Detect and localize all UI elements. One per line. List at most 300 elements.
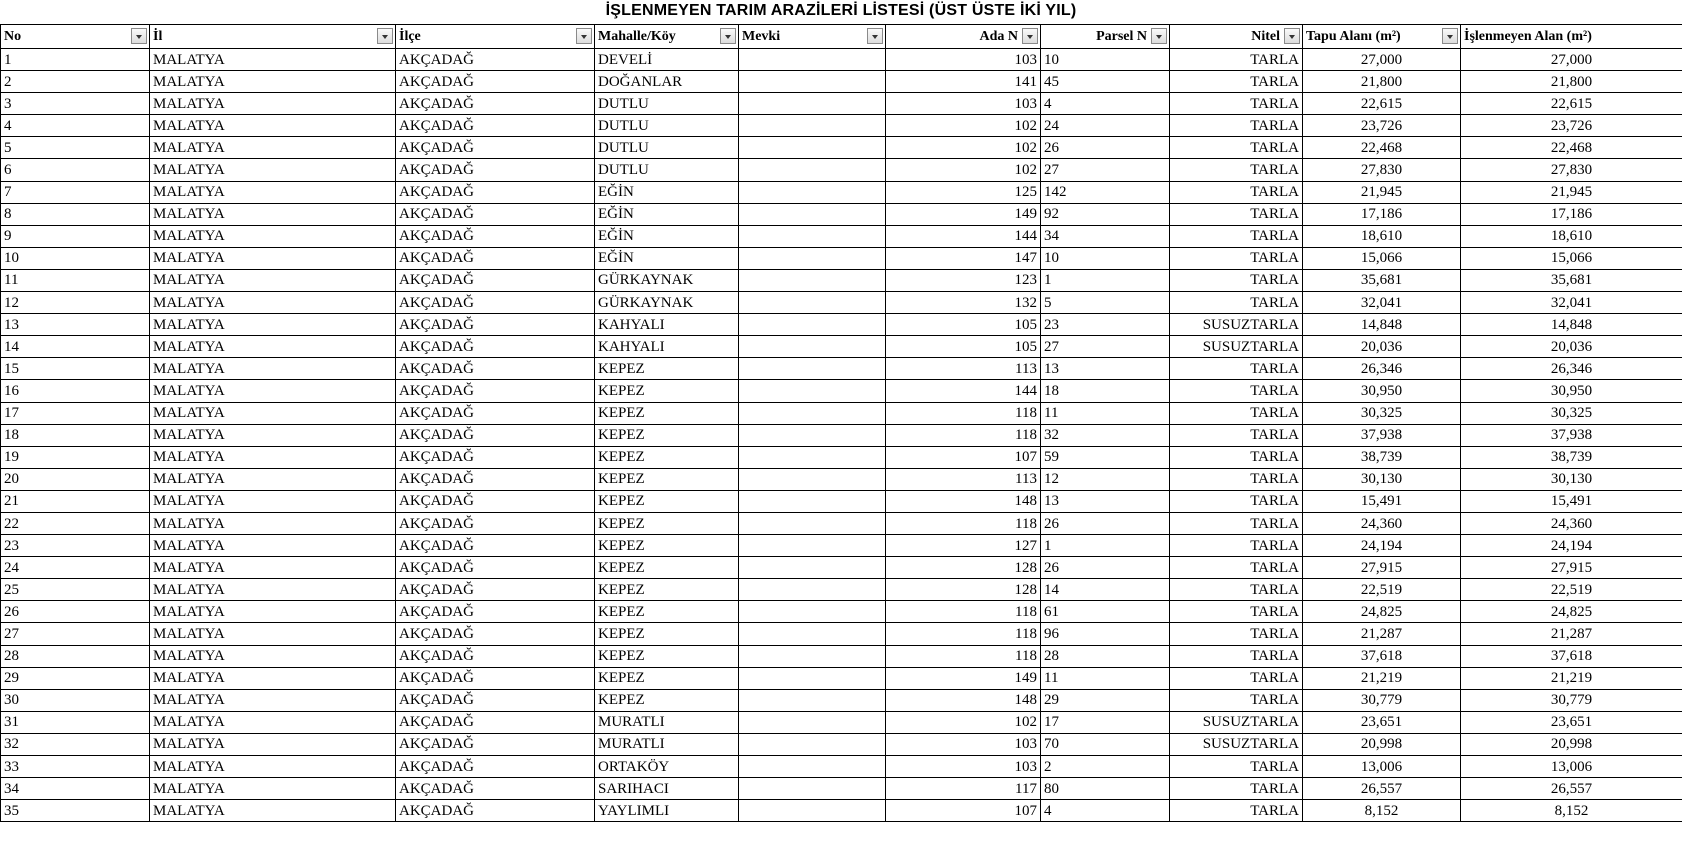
cell-no[interactable]: 26 xyxy=(1,601,150,623)
cell-nitelik[interactable]: SUSUZTARLA xyxy=(1170,314,1303,336)
cell-ilce[interactable]: AKÇADAĞ xyxy=(396,557,595,579)
cell-parsel[interactable]: 13 xyxy=(1041,490,1170,512)
cell-mevki[interactable] xyxy=(739,203,886,225)
cell-ada[interactable]: 148 xyxy=(886,689,1041,711)
cell-no[interactable]: 34 xyxy=(1,778,150,800)
cell-il[interactable]: MALATYA xyxy=(150,446,396,468)
cell-islenmeyen-alan[interactable]: 38,739 xyxy=(1461,446,1682,468)
cell-tapu-alani[interactable]: 13,006 xyxy=(1303,756,1461,778)
cell-ilce[interactable]: AKÇADAĞ xyxy=(396,269,595,291)
cell-islenmeyen-alan[interactable]: 37,938 xyxy=(1461,424,1682,446)
cell-nitelik[interactable]: TARLA xyxy=(1170,93,1303,115)
cell-mahalle[interactable]: ORTAKÖY xyxy=(595,756,739,778)
cell-ilce[interactable]: AKÇADAĞ xyxy=(396,159,595,181)
cell-mahalle[interactable]: KEPEZ xyxy=(595,380,739,402)
cell-mahalle[interactable]: DOĞANLAR xyxy=(595,71,739,93)
cell-il[interactable]: MALATYA xyxy=(150,380,396,402)
cell-ilce[interactable]: AKÇADAĞ xyxy=(396,800,595,822)
cell-mahalle[interactable]: EĞİN xyxy=(595,247,739,269)
cell-ada[interactable]: 125 xyxy=(886,181,1041,203)
cell-ada[interactable]: 144 xyxy=(886,225,1041,247)
cell-mahalle[interactable]: KEPEZ xyxy=(595,512,739,534)
cell-mahalle[interactable]: KAHYALI xyxy=(595,336,739,358)
cell-parsel[interactable]: 26 xyxy=(1041,137,1170,159)
cell-ilce[interactable]: AKÇADAĞ xyxy=(396,446,595,468)
cell-il[interactable]: MALATYA xyxy=(150,535,396,557)
filter-dropdown-icon[interactable] xyxy=(377,28,393,44)
cell-nitelik[interactable]: TARLA xyxy=(1170,402,1303,424)
filter-dropdown-icon[interactable] xyxy=(1284,28,1300,44)
cell-ada[interactable]: 105 xyxy=(886,314,1041,336)
cell-no[interactable]: 19 xyxy=(1,446,150,468)
cell-ada[interactable]: 102 xyxy=(886,711,1041,733)
cell-parsel[interactable]: 14 xyxy=(1041,579,1170,601)
cell-no[interactable]: 6 xyxy=(1,159,150,181)
cell-tapu-alani[interactable]: 27,000 xyxy=(1303,49,1461,71)
cell-il[interactable]: MALATYA xyxy=(150,203,396,225)
cell-islenmeyen-alan[interactable]: 21,287 xyxy=(1461,623,1682,645)
cell-il[interactable]: MALATYA xyxy=(150,93,396,115)
cell-il[interactable]: MALATYA xyxy=(150,159,396,181)
cell-tapu-alani[interactable]: 30,325 xyxy=(1303,402,1461,424)
cell-ada[interactable]: 128 xyxy=(886,579,1041,601)
cell-ada[interactable]: 102 xyxy=(886,115,1041,137)
cell-no[interactable]: 27 xyxy=(1,623,150,645)
cell-nitelik[interactable]: TARLA xyxy=(1170,159,1303,181)
cell-tapu-alani[interactable]: 30,779 xyxy=(1303,689,1461,711)
cell-tapu-alani[interactable]: 20,998 xyxy=(1303,733,1461,755)
cell-no[interactable]: 5 xyxy=(1,137,150,159)
cell-mevki[interactable] xyxy=(739,247,886,269)
cell-mevki[interactable] xyxy=(739,535,886,557)
cell-ada[interactable]: 107 xyxy=(886,446,1041,468)
cell-no[interactable]: 1 xyxy=(1,49,150,71)
cell-il[interactable]: MALATYA xyxy=(150,402,396,424)
cell-ilce[interactable]: AKÇADAĞ xyxy=(396,623,595,645)
cell-tapu-alani[interactable]: 24,360 xyxy=(1303,512,1461,534)
cell-parsel[interactable]: 32 xyxy=(1041,424,1170,446)
cell-islenmeyen-alan[interactable]: 22,519 xyxy=(1461,579,1682,601)
cell-ilce[interactable]: AKÇADAĞ xyxy=(396,733,595,755)
cell-ilce[interactable]: AKÇADAĞ xyxy=(396,512,595,534)
cell-islenmeyen-alan[interactable]: 27,830 xyxy=(1461,159,1682,181)
cell-parsel[interactable]: 13 xyxy=(1041,358,1170,380)
cell-parsel[interactable]: 45 xyxy=(1041,71,1170,93)
cell-mevki[interactable] xyxy=(739,579,886,601)
cell-parsel[interactable]: 34 xyxy=(1041,225,1170,247)
cell-ilce[interactable]: AKÇADAĞ xyxy=(396,535,595,557)
cell-parsel[interactable]: 18 xyxy=(1041,380,1170,402)
cell-tapu-alani[interactable]: 21,800 xyxy=(1303,71,1461,93)
cell-mevki[interactable] xyxy=(739,115,886,137)
cell-parsel[interactable]: 61 xyxy=(1041,601,1170,623)
cell-mahalle[interactable]: DEVELİ xyxy=(595,49,739,71)
cell-tapu-alani[interactable]: 38,739 xyxy=(1303,446,1461,468)
cell-il[interactable]: MALATYA xyxy=(150,778,396,800)
cell-nitelik[interactable]: TARLA xyxy=(1170,292,1303,314)
cell-ilce[interactable]: AKÇADAĞ xyxy=(396,778,595,800)
cell-islenmeyen-alan[interactable]: 23,651 xyxy=(1461,711,1682,733)
cell-tapu-alani[interactable]: 24,825 xyxy=(1303,601,1461,623)
cell-no[interactable]: 30 xyxy=(1,689,150,711)
cell-ada[interactable]: 118 xyxy=(886,601,1041,623)
cell-mahalle[interactable]: KEPEZ xyxy=(595,535,739,557)
cell-islenmeyen-alan[interactable]: 24,194 xyxy=(1461,535,1682,557)
cell-ilce[interactable]: AKÇADAĞ xyxy=(396,601,595,623)
cell-ada[interactable]: 103 xyxy=(886,756,1041,778)
cell-parsel[interactable]: 80 xyxy=(1041,778,1170,800)
cell-islenmeyen-alan[interactable]: 27,000 xyxy=(1461,49,1682,71)
cell-islenmeyen-alan[interactable]: 15,066 xyxy=(1461,247,1682,269)
cell-mevki[interactable] xyxy=(739,380,886,402)
filter-dropdown-icon[interactable] xyxy=(1442,28,1458,44)
cell-no[interactable]: 4 xyxy=(1,115,150,137)
cell-ilce[interactable]: AKÇADAĞ xyxy=(396,181,595,203)
cell-ada[interactable]: 144 xyxy=(886,380,1041,402)
cell-no[interactable]: 25 xyxy=(1,579,150,601)
cell-no[interactable]: 15 xyxy=(1,358,150,380)
cell-tapu-alani[interactable]: 23,651 xyxy=(1303,711,1461,733)
cell-ada[interactable]: 117 xyxy=(886,778,1041,800)
cell-tapu-alani[interactable]: 30,130 xyxy=(1303,468,1461,490)
cell-mevki[interactable] xyxy=(739,756,886,778)
cell-ilce[interactable]: AKÇADAĞ xyxy=(396,579,595,601)
cell-islenmeyen-alan[interactable]: 18,610 xyxy=(1461,225,1682,247)
cell-il[interactable]: MALATYA xyxy=(150,49,396,71)
filter-dropdown-icon[interactable] xyxy=(867,28,883,44)
cell-no[interactable]: 18 xyxy=(1,424,150,446)
cell-mahalle[interactable]: KEPEZ xyxy=(595,358,739,380)
cell-mahalle[interactable]: DUTLU xyxy=(595,115,739,137)
cell-nitelik[interactable]: TARLA xyxy=(1170,468,1303,490)
cell-mahalle[interactable]: KEPEZ xyxy=(595,667,739,689)
cell-ada[interactable]: 141 xyxy=(886,71,1041,93)
cell-ada[interactable]: 113 xyxy=(886,468,1041,490)
cell-mevki[interactable] xyxy=(739,557,886,579)
cell-ada[interactable]: 105 xyxy=(886,336,1041,358)
cell-mahalle[interactable]: EĞİN xyxy=(595,203,739,225)
cell-mevki[interactable] xyxy=(739,778,886,800)
cell-mevki[interactable] xyxy=(739,711,886,733)
cell-ilce[interactable]: AKÇADAĞ xyxy=(396,689,595,711)
cell-parsel[interactable]: 29 xyxy=(1041,689,1170,711)
cell-parsel[interactable]: 96 xyxy=(1041,623,1170,645)
cell-il[interactable]: MALATYA xyxy=(150,623,396,645)
cell-nitelik[interactable]: TARLA xyxy=(1170,115,1303,137)
cell-islenmeyen-alan[interactable]: 21,800 xyxy=(1461,71,1682,93)
cell-il[interactable]: MALATYA xyxy=(150,269,396,291)
cell-parsel[interactable]: 1 xyxy=(1041,535,1170,557)
filter-dropdown-icon[interactable] xyxy=(720,28,736,44)
cell-nitelik[interactable]: TARLA xyxy=(1170,645,1303,667)
cell-islenmeyen-alan[interactable]: 27,915 xyxy=(1461,557,1682,579)
cell-mahalle[interactable]: GÜRKAYNAK xyxy=(595,269,739,291)
cell-parsel[interactable]: 1 xyxy=(1041,269,1170,291)
cell-nitelik[interactable]: TARLA xyxy=(1170,623,1303,645)
cell-ada[interactable]: 113 xyxy=(886,358,1041,380)
cell-tapu-alani[interactable]: 21,945 xyxy=(1303,181,1461,203)
cell-mahalle[interactable]: DUTLU xyxy=(595,137,739,159)
cell-nitelik[interactable]: TARLA xyxy=(1170,778,1303,800)
cell-islenmeyen-alan[interactable]: 32,041 xyxy=(1461,292,1682,314)
cell-mevki[interactable] xyxy=(739,181,886,203)
cell-islenmeyen-alan[interactable]: 30,779 xyxy=(1461,689,1682,711)
cell-ilce[interactable]: AKÇADAĞ xyxy=(396,402,595,424)
cell-mevki[interactable] xyxy=(739,314,886,336)
cell-parsel[interactable]: 12 xyxy=(1041,468,1170,490)
cell-nitelik[interactable]: TARLA xyxy=(1170,269,1303,291)
cell-il[interactable]: MALATYA xyxy=(150,512,396,534)
cell-il[interactable]: MALATYA xyxy=(150,468,396,490)
cell-ada[interactable]: 118 xyxy=(886,623,1041,645)
cell-islenmeyen-alan[interactable]: 20,998 xyxy=(1461,733,1682,755)
cell-islenmeyen-alan[interactable]: 8,152 xyxy=(1461,800,1682,822)
cell-islenmeyen-alan[interactable]: 20,036 xyxy=(1461,336,1682,358)
cell-nitelik[interactable]: TARLA xyxy=(1170,247,1303,269)
cell-mahalle[interactable]: KEPEZ xyxy=(595,402,739,424)
cell-ilce[interactable]: AKÇADAĞ xyxy=(396,756,595,778)
cell-tapu-alani[interactable]: 37,618 xyxy=(1303,645,1461,667)
cell-ilce[interactable]: AKÇADAĞ xyxy=(396,468,595,490)
cell-nitelik[interactable]: TARLA xyxy=(1170,601,1303,623)
cell-tapu-alani[interactable]: 22,615 xyxy=(1303,93,1461,115)
cell-mevki[interactable] xyxy=(739,269,886,291)
cell-nitelik[interactable]: TARLA xyxy=(1170,380,1303,402)
cell-mevki[interactable] xyxy=(739,292,886,314)
cell-parsel[interactable]: 2 xyxy=(1041,756,1170,778)
cell-nitelik[interactable]: TARLA xyxy=(1170,800,1303,822)
cell-nitelik[interactable]: TARLA xyxy=(1170,71,1303,93)
cell-il[interactable]: MALATYA xyxy=(150,181,396,203)
cell-ada[interactable]: 118 xyxy=(886,402,1041,424)
cell-islenmeyen-alan[interactable]: 24,360 xyxy=(1461,512,1682,534)
cell-no[interactable]: 8 xyxy=(1,203,150,225)
filter-dropdown-icon[interactable] xyxy=(1151,28,1167,44)
cell-mevki[interactable] xyxy=(739,137,886,159)
cell-parsel[interactable]: 4 xyxy=(1041,800,1170,822)
cell-il[interactable]: MALATYA xyxy=(150,137,396,159)
cell-mevki[interactable] xyxy=(739,402,886,424)
cell-ada[interactable]: 127 xyxy=(886,535,1041,557)
cell-mevki[interactable] xyxy=(739,93,886,115)
cell-ada[interactable]: 102 xyxy=(886,159,1041,181)
cell-ilce[interactable]: AKÇADAĞ xyxy=(396,667,595,689)
cell-il[interactable]: MALATYA xyxy=(150,115,396,137)
cell-islenmeyen-alan[interactable]: 26,346 xyxy=(1461,358,1682,380)
cell-parsel[interactable]: 11 xyxy=(1041,667,1170,689)
cell-ilce[interactable]: AKÇADAĞ xyxy=(396,380,595,402)
cell-ada[interactable]: 128 xyxy=(886,557,1041,579)
cell-tapu-alani[interactable]: 8,152 xyxy=(1303,800,1461,822)
cell-il[interactable]: MALATYA xyxy=(150,800,396,822)
cell-nitelik[interactable]: TARLA xyxy=(1170,225,1303,247)
cell-parsel[interactable]: 4 xyxy=(1041,93,1170,115)
cell-no[interactable]: 17 xyxy=(1,402,150,424)
cell-no[interactable]: 28 xyxy=(1,645,150,667)
cell-ada[interactable]: 132 xyxy=(886,292,1041,314)
cell-parsel[interactable]: 27 xyxy=(1041,159,1170,181)
cell-tapu-alani[interactable]: 15,491 xyxy=(1303,490,1461,512)
cell-ada[interactable]: 149 xyxy=(886,667,1041,689)
cell-mevki[interactable] xyxy=(739,490,886,512)
cell-islenmeyen-alan[interactable]: 22,468 xyxy=(1461,137,1682,159)
cell-mahalle[interactable]: SARIHACI xyxy=(595,778,739,800)
cell-tapu-alani[interactable]: 14,848 xyxy=(1303,314,1461,336)
cell-tapu-alani[interactable]: 26,346 xyxy=(1303,358,1461,380)
cell-il[interactable]: MALATYA xyxy=(150,71,396,93)
cell-no[interactable]: 9 xyxy=(1,225,150,247)
cell-ada[interactable]: 118 xyxy=(886,512,1041,534)
cell-nitelik[interactable]: TARLA xyxy=(1170,490,1303,512)
filter-dropdown-icon[interactable] xyxy=(1022,28,1038,44)
cell-nitelik[interactable]: SUSUZTARLA xyxy=(1170,336,1303,358)
cell-ilce[interactable]: AKÇADAĞ xyxy=(396,115,595,137)
cell-ilce[interactable]: AKÇADAĞ xyxy=(396,292,595,314)
cell-ada[interactable]: 149 xyxy=(886,203,1041,225)
cell-no[interactable]: 29 xyxy=(1,667,150,689)
cell-ada[interactable]: 147 xyxy=(886,247,1041,269)
cell-mevki[interactable] xyxy=(739,446,886,468)
cell-mahalle[interactable]: KEPEZ xyxy=(595,623,739,645)
cell-ada[interactable]: 123 xyxy=(886,269,1041,291)
cell-no[interactable]: 10 xyxy=(1,247,150,269)
cell-mevki[interactable] xyxy=(739,800,886,822)
cell-mahalle[interactable]: KEPEZ xyxy=(595,446,739,468)
cell-ada[interactable]: 107 xyxy=(886,800,1041,822)
cell-islenmeyen-alan[interactable]: 15,491 xyxy=(1461,490,1682,512)
cell-tapu-alani[interactable]: 22,468 xyxy=(1303,137,1461,159)
cell-tapu-alani[interactable]: 35,681 xyxy=(1303,269,1461,291)
cell-ilce[interactable]: AKÇADAĞ xyxy=(396,49,595,71)
cell-tapu-alani[interactable]: 22,519 xyxy=(1303,579,1461,601)
cell-no[interactable]: 21 xyxy=(1,490,150,512)
cell-ilce[interactable]: AKÇADAĞ xyxy=(396,424,595,446)
cell-ada[interactable]: 102 xyxy=(886,137,1041,159)
cell-nitelik[interactable]: TARLA xyxy=(1170,512,1303,534)
cell-tapu-alani[interactable]: 20,036 xyxy=(1303,336,1461,358)
cell-no[interactable]: 32 xyxy=(1,733,150,755)
cell-il[interactable]: MALATYA xyxy=(150,490,396,512)
cell-mevki[interactable] xyxy=(739,733,886,755)
cell-islenmeyen-alan[interactable]: 21,945 xyxy=(1461,181,1682,203)
cell-tapu-alani[interactable]: 27,830 xyxy=(1303,159,1461,181)
cell-islenmeyen-alan[interactable]: 14,848 xyxy=(1461,314,1682,336)
cell-ilce[interactable]: AKÇADAĞ xyxy=(396,93,595,115)
cell-il[interactable]: MALATYA xyxy=(150,711,396,733)
cell-mevki[interactable] xyxy=(739,424,886,446)
cell-ilce[interactable]: AKÇADAĞ xyxy=(396,247,595,269)
cell-il[interactable]: MALATYA xyxy=(150,336,396,358)
cell-mevki[interactable] xyxy=(739,689,886,711)
cell-parsel[interactable]: 24 xyxy=(1041,115,1170,137)
cell-nitelik[interactable]: TARLA xyxy=(1170,358,1303,380)
cell-islenmeyen-alan[interactable]: 21,219 xyxy=(1461,667,1682,689)
cell-tapu-alani[interactable]: 21,219 xyxy=(1303,667,1461,689)
cell-no[interactable]: 24 xyxy=(1,557,150,579)
cell-parsel[interactable]: 92 xyxy=(1041,203,1170,225)
filter-dropdown-icon[interactable] xyxy=(576,28,592,44)
cell-islenmeyen-alan[interactable]: 30,325 xyxy=(1461,402,1682,424)
cell-nitelik[interactable]: TARLA xyxy=(1170,557,1303,579)
cell-tapu-alani[interactable]: 27,915 xyxy=(1303,557,1461,579)
cell-tapu-alani[interactable]: 37,938 xyxy=(1303,424,1461,446)
cell-il[interactable]: MALATYA xyxy=(150,314,396,336)
cell-il[interactable]: MALATYA xyxy=(150,292,396,314)
cell-islenmeyen-alan[interactable]: 22,615 xyxy=(1461,93,1682,115)
cell-nitelik[interactable]: TARLA xyxy=(1170,535,1303,557)
cell-no[interactable]: 35 xyxy=(1,800,150,822)
cell-no[interactable]: 12 xyxy=(1,292,150,314)
cell-il[interactable]: MALATYA xyxy=(150,733,396,755)
cell-ilce[interactable]: AKÇADAĞ xyxy=(396,203,595,225)
cell-mahalle[interactable]: KEPEZ xyxy=(595,601,739,623)
cell-parsel[interactable]: 5 xyxy=(1041,292,1170,314)
cell-mevki[interactable] xyxy=(739,336,886,358)
cell-nitelik[interactable]: TARLA xyxy=(1170,756,1303,778)
cell-mevki[interactable] xyxy=(739,667,886,689)
cell-parsel[interactable]: 17 xyxy=(1041,711,1170,733)
cell-tapu-alani[interactable]: 21,287 xyxy=(1303,623,1461,645)
cell-no[interactable]: 13 xyxy=(1,314,150,336)
cell-nitelik[interactable]: TARLA xyxy=(1170,689,1303,711)
cell-nitelik[interactable]: TARLA xyxy=(1170,49,1303,71)
cell-tapu-alani[interactable]: 30,950 xyxy=(1303,380,1461,402)
cell-ilce[interactable]: AKÇADAĞ xyxy=(396,490,595,512)
cell-parsel[interactable]: 27 xyxy=(1041,336,1170,358)
cell-parsel[interactable]: 26 xyxy=(1041,557,1170,579)
cell-tapu-alani[interactable]: 17,186 xyxy=(1303,203,1461,225)
filter-dropdown-icon[interactable] xyxy=(131,28,147,44)
cell-islenmeyen-alan[interactable]: 17,186 xyxy=(1461,203,1682,225)
cell-il[interactable]: MALATYA xyxy=(150,247,396,269)
cell-mahalle[interactable]: EĞİN xyxy=(595,225,739,247)
cell-islenmeyen-alan[interactable]: 26,557 xyxy=(1461,778,1682,800)
cell-nitelik[interactable]: TARLA xyxy=(1170,203,1303,225)
cell-ilce[interactable]: AKÇADAĞ xyxy=(396,336,595,358)
cell-ada[interactable]: 103 xyxy=(886,93,1041,115)
cell-parsel[interactable]: 28 xyxy=(1041,645,1170,667)
cell-il[interactable]: MALATYA xyxy=(150,424,396,446)
cell-islenmeyen-alan[interactable]: 30,130 xyxy=(1461,468,1682,490)
cell-no[interactable]: 7 xyxy=(1,181,150,203)
cell-il[interactable]: MALATYA xyxy=(150,225,396,247)
cell-mevki[interactable] xyxy=(739,468,886,490)
cell-mahalle[interactable]: MURATLI xyxy=(595,733,739,755)
cell-mahalle[interactable]: DUTLU xyxy=(595,159,739,181)
cell-mahalle[interactable]: KEPEZ xyxy=(595,645,739,667)
cell-nitelik[interactable]: SUSUZTARLA xyxy=(1170,711,1303,733)
cell-ilce[interactable]: AKÇADAĞ xyxy=(396,645,595,667)
cell-islenmeyen-alan[interactable]: 23,726 xyxy=(1461,115,1682,137)
cell-parsel[interactable]: 10 xyxy=(1041,49,1170,71)
cell-no[interactable]: 14 xyxy=(1,336,150,358)
cell-nitelik[interactable]: SUSUZTARLA xyxy=(1170,733,1303,755)
cell-mahalle[interactable]: GÜRKAYNAK xyxy=(595,292,739,314)
cell-mevki[interactable] xyxy=(739,512,886,534)
cell-mahalle[interactable]: DUTLU xyxy=(595,93,739,115)
cell-nitelik[interactable]: TARLA xyxy=(1170,181,1303,203)
cell-islenmeyen-alan[interactable]: 37,618 xyxy=(1461,645,1682,667)
cell-no[interactable]: 20 xyxy=(1,468,150,490)
cell-ilce[interactable]: AKÇADAĞ xyxy=(396,711,595,733)
cell-parsel[interactable]: 70 xyxy=(1041,733,1170,755)
cell-parsel[interactable]: 10 xyxy=(1041,247,1170,269)
cell-mahalle[interactable]: KEPEZ xyxy=(595,490,739,512)
cell-mevki[interactable] xyxy=(739,623,886,645)
cell-il[interactable]: MALATYA xyxy=(150,645,396,667)
cell-il[interactable]: MALATYA xyxy=(150,579,396,601)
cell-il[interactable]: MALATYA xyxy=(150,756,396,778)
